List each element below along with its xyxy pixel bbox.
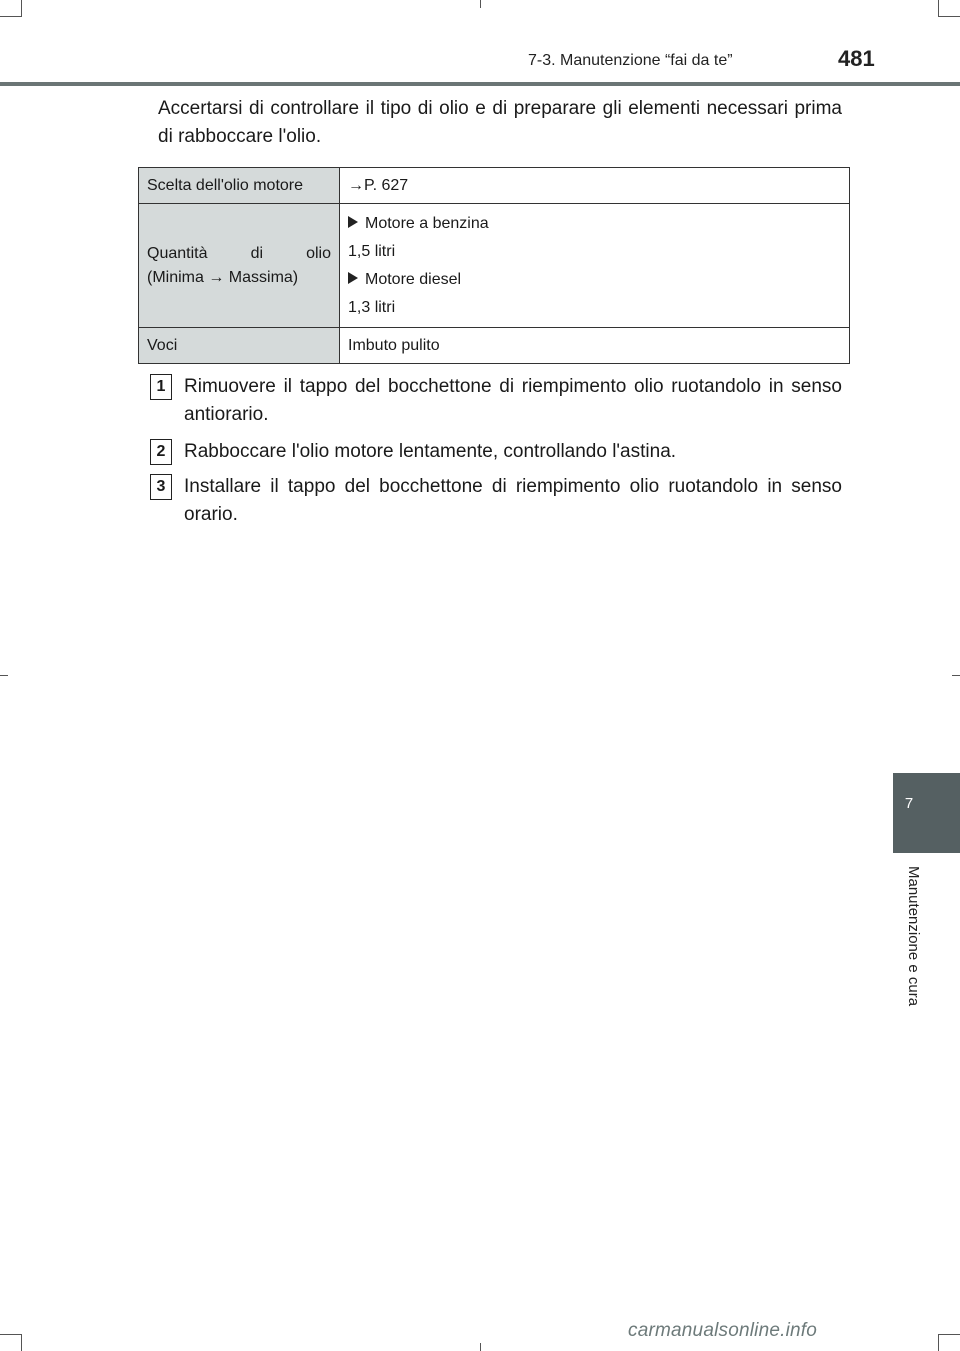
oil-spec-table — [138, 167, 850, 364]
section-title: 7-3. Manutenzione “fai da te” — [528, 52, 733, 69]
intro-paragraph: Accertarsi di controllare il tipo di olio e di preparare gli elementi necessari prima di rabboccare l'olio. — [158, 98, 842, 147]
crop-mark — [938, 0, 939, 17]
table-label-oil-choice: Scelta dell'olio motore — [139, 168, 340, 204]
quantity-label-line1: Quantità di olio — [147, 244, 331, 262]
chapter-side-tab — [893, 773, 960, 853]
table-value-items: Imbuto pulito — [340, 328, 850, 364]
table-row — [139, 168, 850, 204]
header-rule — [0, 82, 960, 86]
quantity-petrol: 1,5 litri — [348, 242, 396, 260]
crop-mark — [0, 675, 8, 676]
step-3-text: Installare il tappo del bocchettone di riempimento olio ruotandolo in senso orario. — [184, 476, 842, 525]
crop-mark — [21, 0, 22, 17]
crop-mark — [480, 0, 481, 8]
table-value-oil-quantity — [340, 204, 850, 328]
crop-mark — [0, 16, 22, 17]
engine-type-diesel: Motore diesel — [348, 266, 841, 294]
table-row — [139, 204, 850, 328]
step-number-1: 1 — [150, 374, 172, 400]
crop-mark — [952, 675, 960, 676]
quantity-diesel: 1,3 litri — [348, 298, 396, 316]
table-label-items: Voci — [139, 328, 340, 364]
table-value-oil-choice: →P. 627 — [340, 168, 850, 204]
crop-mark — [938, 1334, 939, 1351]
crop-mark — [938, 16, 960, 17]
table-label-oil-quantity — [139, 204, 340, 328]
page-number: 481 — [838, 46, 875, 71]
crop-mark — [0, 1334, 22, 1335]
quantity-label-line2: (Minima → Massima) — [147, 268, 299, 286]
step-1-text: Rimuovere il tappo del bocchettone di riempimento olio ruotandolo in senso antiorario. — [184, 376, 842, 425]
crop-mark — [938, 1334, 960, 1335]
step-number-2: 2 — [150, 439, 172, 465]
step-2-text: Rabboccare l'olio motore lentamente, controllando l'astina. — [184, 441, 677, 462]
table-row — [139, 328, 850, 364]
engine-type-petrol: Motore a benzina — [348, 210, 841, 238]
chapter-title: Manutenzione e cura — [905, 866, 922, 1007]
chapter-number: 7 — [904, 795, 914, 812]
watermark: carmanualsonline.info — [628, 1320, 818, 1341]
triangle-bullet-icon — [348, 216, 358, 228]
triangle-bullet-icon — [348, 272, 358, 284]
crop-mark — [21, 1334, 22, 1351]
step-number-3: 3 — [150, 474, 172, 500]
crop-mark — [480, 1343, 481, 1351]
